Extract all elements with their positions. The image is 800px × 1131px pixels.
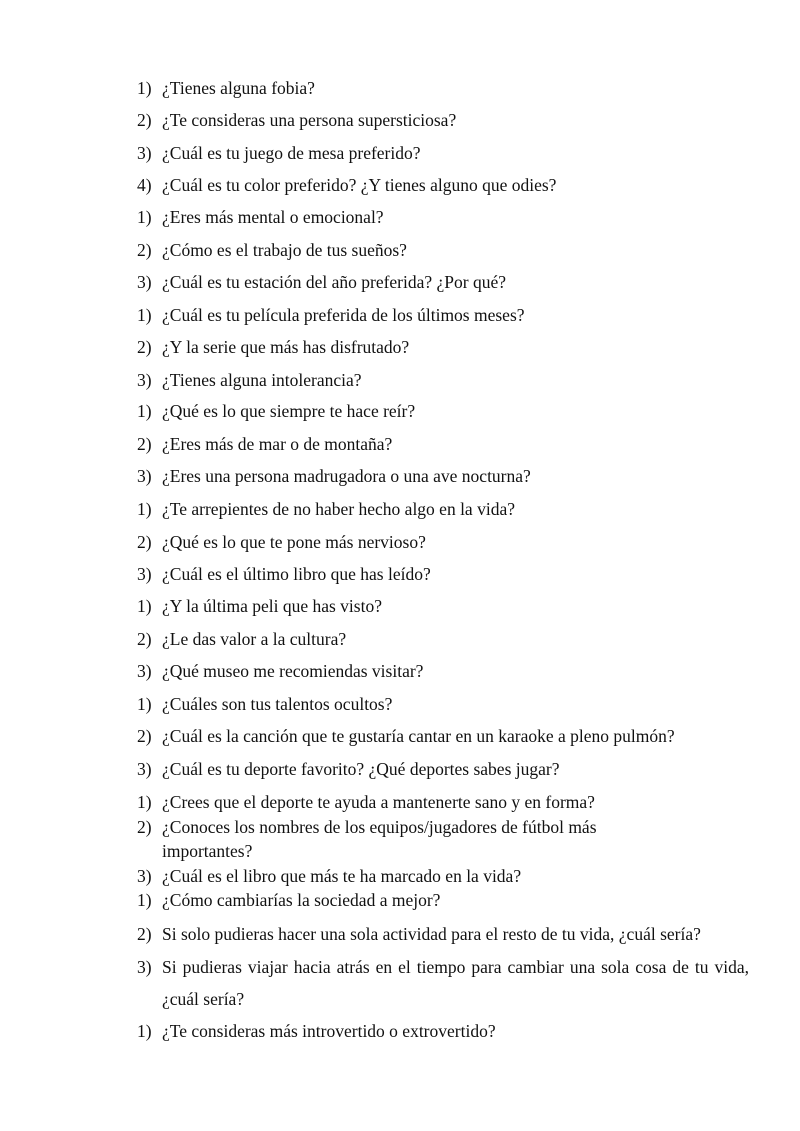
question-text: Si solo pudieras hacer una sola actividad para el resto de tu vida, ¿cuál sería? [162, 924, 701, 944]
question-text: ¿Te consideras una persona supersticiosa? [162, 110, 457, 130]
question-item [137, 497, 749, 521]
question-text: Si pudieras viajar hacia atrás en el tiempo para cambiar una sola cosa de tu vida, ¿cuál sería? [162, 957, 749, 1009]
question-text: ¿Eres más mental o emocional? [162, 207, 384, 227]
question-item [137, 270, 749, 294]
question-item [137, 659, 749, 683]
question-number: 3) [137, 661, 152, 681]
question-item [137, 432, 749, 456]
question-item [137, 757, 749, 781]
question-number: 1) [137, 305, 152, 325]
question-number: 4) [137, 175, 152, 195]
question-item [137, 173, 749, 197]
question-text: ¿Le das valor a la cultura? [162, 629, 347, 649]
question-number: 2) [137, 110, 152, 130]
question-item [137, 108, 749, 132]
question-item [137, 627, 749, 651]
question-item [137, 864, 749, 888]
question-number: 1) [137, 596, 152, 616]
question-text: ¿Tienes alguna fobia? [162, 78, 315, 98]
question-text: ¿Cuál es tu deporte favorito? ¿Qué deportes sabes jugar? [162, 759, 560, 779]
question-item [137, 464, 749, 488]
question-item [137, 790, 749, 814]
question-text: ¿Qué es lo que siempre te hace reír? [162, 401, 416, 421]
question-text: ¿Cómo cambiarías la sociedad a mejor? [162, 890, 441, 910]
question-text: ¿Cuál es el libro que más te ha marcado en la vida? [162, 866, 522, 886]
question-number: 2) [137, 337, 152, 357]
question-text: ¿Cuál es la canción que te gustaría cantar en un karaoke a pleno pulmón? [162, 726, 675, 746]
question-number: 3) [137, 143, 152, 163]
question-text: ¿Qué museo me recomiendas visitar? [162, 661, 424, 681]
question-text: ¿Tienes alguna intolerancia? [162, 370, 362, 390]
question-text: ¿Cuál es el último libro que has leído? [162, 564, 431, 584]
question-number: 3) [137, 370, 152, 390]
question-item [137, 530, 749, 554]
question-text: ¿Cuál es tu juego de mesa preferido? [162, 143, 421, 163]
question-item [137, 562, 749, 586]
question-text: ¿Cómo es el trabajo de tus sueños? [162, 240, 407, 260]
question-number: 2) [137, 726, 152, 746]
question-number: 3) [137, 272, 152, 292]
question-number: 1) [137, 1021, 152, 1041]
question-item [137, 594, 749, 618]
question-number: 2) [137, 434, 152, 454]
question-number: 3) [137, 866, 152, 886]
question-text: ¿Qué es lo que te pone más nervioso? [162, 532, 426, 552]
question-number: 3) [137, 466, 152, 486]
question-item [137, 815, 637, 863]
question-number: 1) [137, 207, 152, 227]
question-item [137, 205, 749, 229]
question-item [137, 238, 749, 262]
question-number: 1) [137, 890, 152, 910]
question-text: ¿Crees que el deporte te ayuda a mantenerte sano y en forma? [162, 792, 595, 812]
question-number: 2) [137, 532, 152, 552]
question-text: ¿Cuál es tu película preferida de los últimos meses? [162, 305, 525, 325]
question-text: ¿Te consideras más introvertido o extrovertido? [162, 1021, 496, 1041]
question-text: ¿Cuáles son tus talentos ocultos? [162, 694, 393, 714]
question-text: ¿Cuál es tu color preferido? ¿Y tienes alguno que odies? [162, 175, 557, 195]
question-number: 1) [137, 694, 152, 714]
question-text: ¿Te arrepientes de no haber hecho algo en la vida? [162, 499, 515, 519]
question-number: 2) [137, 629, 152, 649]
question-text: ¿Y la última peli que has visto? [162, 596, 382, 616]
question-item [137, 141, 749, 165]
question-number: 3) [137, 759, 152, 779]
question-item [137, 888, 749, 912]
question-number: 2) [137, 817, 152, 837]
question-item [137, 399, 749, 423]
question-item [137, 368, 749, 392]
question-text: ¿Cuál es tu estación del año preferida? ¿Por qué? [162, 272, 507, 292]
question-item [137, 76, 749, 100]
question-text: ¿Conoces los nombres de los equipos/jugadores de fútbol más importantes? [162, 817, 597, 861]
question-item [137, 1019, 749, 1043]
question-number: 1) [137, 499, 152, 519]
question-text: ¿Y la serie que más has disfrutado? [162, 337, 410, 357]
question-item [137, 335, 749, 359]
question-number: 2) [137, 240, 152, 260]
question-text: ¿Eres más de mar o de montaña? [162, 434, 393, 454]
question-number: 3) [137, 957, 152, 977]
question-item [137, 724, 749, 748]
question-number: 2) [137, 924, 152, 944]
question-item [137, 951, 749, 1015]
question-item [137, 692, 749, 716]
question-item [137, 922, 749, 946]
question-number: 1) [137, 792, 152, 812]
question-item [137, 303, 749, 327]
question-number: 1) [137, 401, 152, 421]
question-text: ¿Eres una persona madrugadora o una ave nocturna? [162, 466, 531, 486]
question-number: 1) [137, 78, 152, 98]
question-number: 3) [137, 564, 152, 584]
